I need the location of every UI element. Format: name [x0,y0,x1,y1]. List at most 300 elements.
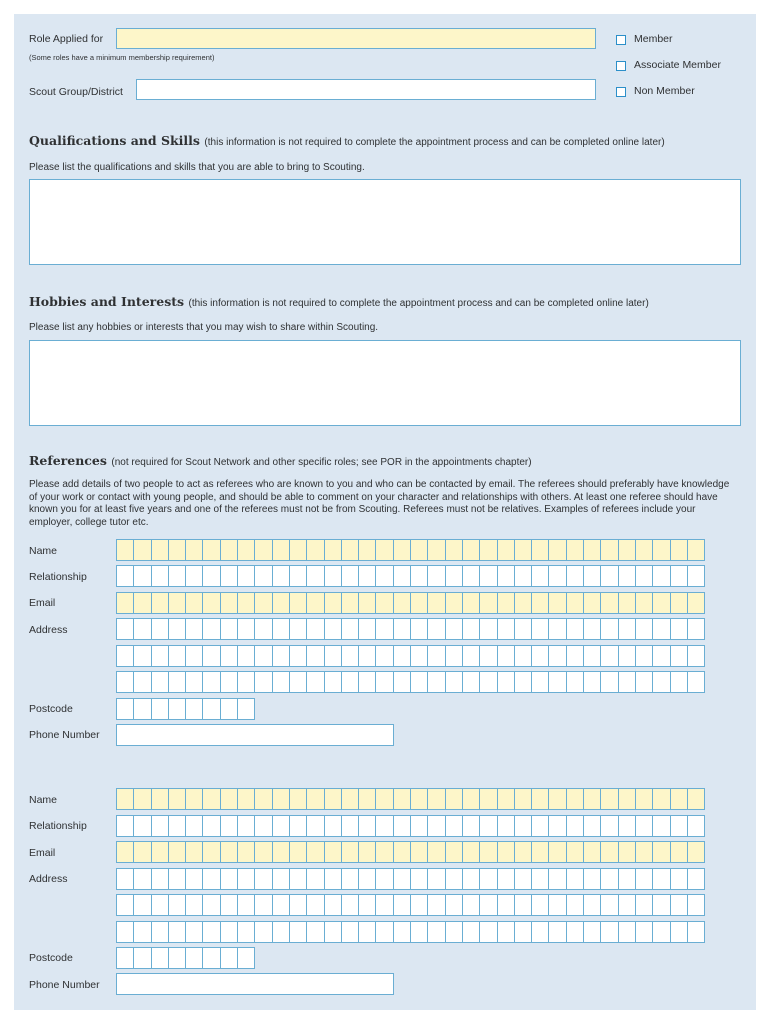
character-cell[interactable] [324,868,342,890]
character-cell[interactable] [237,592,255,614]
character-cell[interactable] [548,815,566,837]
character-cell[interactable] [445,841,463,863]
character-cell[interactable] [479,868,497,890]
character-cell[interactable] [151,592,169,614]
character-cell[interactable] [375,592,393,614]
character-cell[interactable] [583,618,601,640]
character-cell[interactable] [324,921,342,943]
character-cell[interactable] [479,539,497,561]
character-cell[interactable] [185,645,203,667]
character-cell[interactable] [445,645,463,667]
character-cell[interactable] [324,539,342,561]
character-cell[interactable] [548,868,566,890]
character-cell[interactable] [272,841,290,863]
character-cell[interactable] [445,894,463,916]
character-cell[interactable] [168,671,186,693]
character-cell[interactable] [151,921,169,943]
ref1-email-input[interactable] [116,592,704,614]
character-cell[interactable] [566,921,584,943]
character-cell[interactable] [393,921,411,943]
character-cell[interactable] [254,671,272,693]
character-cell[interactable] [427,841,445,863]
character-cell[interactable] [445,618,463,640]
character-cell[interactable] [220,592,238,614]
character-cell[interactable] [237,788,255,810]
character-cell[interactable] [237,841,255,863]
character-cell[interactable] [289,565,307,587]
character-cell[interactable] [358,788,376,810]
character-cell[interactable] [220,539,238,561]
character-cell[interactable] [375,868,393,890]
ref1-address-line2[interactable] [116,645,704,667]
character-cell[interactable] [479,592,497,614]
character-cell[interactable] [289,592,307,614]
character-cell[interactable] [220,698,238,720]
character-cell[interactable] [168,894,186,916]
character-cell[interactable] [133,894,151,916]
character-cell[interactable] [548,921,566,943]
character-cell[interactable] [168,618,186,640]
character-cell[interactable] [393,841,411,863]
character-cell[interactable] [168,592,186,614]
character-cell[interactable] [324,815,342,837]
character-cell[interactable] [618,565,636,587]
character-cell[interactable] [168,868,186,890]
character-cell[interactable] [358,618,376,640]
character-cell[interactable] [272,539,290,561]
character-cell[interactable] [220,788,238,810]
character-cell[interactable] [497,868,515,890]
ref2-address-line2[interactable] [116,894,704,916]
character-cell[interactable] [566,788,584,810]
character-cell[interactable] [289,671,307,693]
character-cell[interactable] [514,921,532,943]
character-cell[interactable] [341,565,359,587]
character-cell[interactable] [462,539,480,561]
character-cell[interactable] [427,565,445,587]
character-cell[interactable] [687,841,705,863]
character-cell[interactable] [116,868,134,890]
character-cell[interactable] [462,645,480,667]
character-cell[interactable] [133,539,151,561]
character-cell[interactable] [652,645,670,667]
character-cell[interactable] [531,894,549,916]
character-cell[interactable] [687,592,705,614]
character-cell[interactable] [497,618,515,640]
character-cell[interactable] [358,815,376,837]
character-cell[interactable] [462,565,480,587]
character-cell[interactable] [289,894,307,916]
ref2-postcode-input[interactable] [116,947,254,969]
character-cell[interactable] [427,645,445,667]
character-cell[interactable] [479,921,497,943]
ref1-relationship-input[interactable] [116,565,704,587]
character-cell[interactable] [531,868,549,890]
character-cell[interactable] [341,868,359,890]
character-cell[interactable] [600,592,618,614]
character-cell[interactable] [635,539,653,561]
character-cell[interactable] [618,841,636,863]
character-cell[interactable] [220,868,238,890]
character-cell[interactable] [237,565,255,587]
character-cell[interactable] [272,788,290,810]
ref2-address-line1[interactable] [116,868,704,890]
character-cell[interactable] [497,921,515,943]
character-cell[interactable] [358,565,376,587]
character-cell[interactable] [306,841,324,863]
character-cell[interactable] [583,841,601,863]
character-cell[interactable] [600,788,618,810]
character-cell[interactable] [185,618,203,640]
character-cell[interactable] [272,645,290,667]
character-cell[interactable] [341,618,359,640]
character-cell[interactable] [116,947,134,969]
character-cell[interactable] [289,618,307,640]
ref1-phone-input[interactable] [116,724,394,746]
character-cell[interactable] [202,815,220,837]
qualifications-textarea[interactable] [29,179,741,265]
character-cell[interactable] [116,815,134,837]
character-cell[interactable] [306,618,324,640]
character-cell[interactable] [375,645,393,667]
character-cell[interactable] [445,815,463,837]
character-cell[interactable] [652,618,670,640]
character-cell[interactable] [289,815,307,837]
character-cell[interactable] [151,645,169,667]
character-cell[interactable] [151,539,169,561]
ref1-name-input[interactable] [116,539,704,561]
character-cell[interactable] [237,921,255,943]
character-cell[interactable] [514,815,532,837]
character-cell[interactable] [324,592,342,614]
character-cell[interactable] [237,815,255,837]
character-cell[interactable] [600,645,618,667]
character-cell[interactable] [151,671,169,693]
character-cell[interactable] [324,894,342,916]
character-cell[interactable] [548,841,566,863]
character-cell[interactable] [548,565,566,587]
character-cell[interactable] [133,698,151,720]
character-cell[interactable] [635,592,653,614]
character-cell[interactable] [514,841,532,863]
character-cell[interactable] [462,921,480,943]
character-cell[interactable] [670,645,688,667]
character-cell[interactable] [202,618,220,640]
character-cell[interactable] [583,921,601,943]
non-member-checkbox[interactable] [616,87,626,97]
character-cell[interactable] [462,815,480,837]
character-cell[interactable] [410,815,428,837]
character-cell[interactable] [151,618,169,640]
member-checkbox[interactable] [616,35,626,45]
character-cell[interactable] [652,565,670,587]
character-cell[interactable] [652,841,670,863]
character-cell[interactable] [116,671,134,693]
character-cell[interactable] [687,894,705,916]
character-cell[interactable] [462,788,480,810]
character-cell[interactable] [289,645,307,667]
character-cell[interactable] [410,565,428,587]
character-cell[interactable] [306,592,324,614]
character-cell[interactable] [185,921,203,943]
character-cell[interactable] [358,539,376,561]
character-cell[interactable] [566,841,584,863]
character-cell[interactable] [670,671,688,693]
character-cell[interactable] [375,618,393,640]
character-cell[interactable] [427,868,445,890]
character-cell[interactable] [237,868,255,890]
character-cell[interactable] [324,618,342,640]
character-cell[interactable] [116,565,134,587]
character-cell[interactable] [445,788,463,810]
character-cell[interactable] [341,894,359,916]
character-cell[interactable] [254,565,272,587]
character-cell[interactable] [652,921,670,943]
character-cell[interactable] [151,815,169,837]
character-cell[interactable] [306,815,324,837]
character-cell[interactable] [514,894,532,916]
character-cell[interactable] [479,788,497,810]
character-cell[interactable] [393,539,411,561]
character-cell[interactable] [289,788,307,810]
character-cell[interactable] [583,894,601,916]
character-cell[interactable] [410,894,428,916]
character-cell[interactable] [202,698,220,720]
character-cell[interactable] [151,565,169,587]
character-cell[interactable] [237,894,255,916]
character-cell[interactable] [479,618,497,640]
character-cell[interactable] [618,868,636,890]
character-cell[interactable] [600,815,618,837]
character-cell[interactable] [341,645,359,667]
character-cell[interactable] [341,788,359,810]
character-cell[interactable] [618,618,636,640]
character-cell[interactable] [272,894,290,916]
character-cell[interactable] [185,894,203,916]
character-cell[interactable] [548,539,566,561]
character-cell[interactable] [185,698,203,720]
character-cell[interactable] [548,645,566,667]
character-cell[interactable] [324,565,342,587]
character-cell[interactable] [306,539,324,561]
character-cell[interactable] [462,868,480,890]
character-cell[interactable] [324,841,342,863]
character-cell[interactable] [635,645,653,667]
character-cell[interactable] [497,815,515,837]
character-cell[interactable] [514,592,532,614]
character-cell[interactable] [185,868,203,890]
character-cell[interactable] [272,592,290,614]
character-cell[interactable] [289,539,307,561]
character-cell[interactable] [375,815,393,837]
character-cell[interactable] [600,539,618,561]
character-cell[interactable] [289,921,307,943]
character-cell[interactable] [531,671,549,693]
character-cell[interactable] [168,645,186,667]
character-cell[interactable] [289,841,307,863]
character-cell[interactable] [220,841,238,863]
character-cell[interactable] [220,671,238,693]
character-cell[interactable] [220,894,238,916]
character-cell[interactable] [670,894,688,916]
character-cell[interactable] [635,815,653,837]
character-cell[interactable] [116,592,134,614]
character-cell[interactable] [324,788,342,810]
character-cell[interactable] [427,671,445,693]
character-cell[interactable] [427,592,445,614]
character-cell[interactable] [652,788,670,810]
character-cell[interactable] [254,868,272,890]
character-cell[interactable] [393,788,411,810]
character-cell[interactable] [497,841,515,863]
character-cell[interactable] [185,841,203,863]
character-cell[interactable] [583,815,601,837]
character-cell[interactable] [462,671,480,693]
character-cell[interactable] [306,645,324,667]
character-cell[interactable] [462,592,480,614]
character-cell[interactable] [393,645,411,667]
character-cell[interactable] [410,618,428,640]
character-cell[interactable] [427,921,445,943]
character-cell[interactable] [410,788,428,810]
character-cell[interactable] [566,894,584,916]
character-cell[interactable] [375,841,393,863]
character-cell[interactable] [410,868,428,890]
ref2-email-input[interactable] [116,841,704,863]
character-cell[interactable] [220,618,238,640]
character-cell[interactable] [341,671,359,693]
character-cell[interactable] [410,921,428,943]
character-cell[interactable] [687,539,705,561]
character-cell[interactable] [375,894,393,916]
character-cell[interactable] [497,788,515,810]
character-cell[interactable] [254,921,272,943]
character-cell[interactable] [393,592,411,614]
character-cell[interactable] [445,868,463,890]
character-cell[interactable] [479,565,497,587]
character-cell[interactable] [514,618,532,640]
character-cell[interactable] [133,921,151,943]
ref2-phone-input[interactable] [116,973,394,995]
character-cell[interactable] [116,645,134,667]
character-cell[interactable] [358,841,376,863]
character-cell[interactable] [168,841,186,863]
character-cell[interactable] [479,671,497,693]
character-cell[interactable] [566,539,584,561]
character-cell[interactable] [254,618,272,640]
character-cell[interactable] [341,921,359,943]
character-cell[interactable] [375,788,393,810]
hobbies-textarea[interactable] [29,340,741,426]
character-cell[interactable] [566,618,584,640]
character-cell[interactable] [151,841,169,863]
character-cell[interactable] [531,841,549,863]
character-cell[interactable] [583,592,601,614]
character-cell[interactable] [652,894,670,916]
character-cell[interactable] [531,645,549,667]
character-cell[interactable] [254,592,272,614]
character-cell[interactable] [583,868,601,890]
character-cell[interactable] [202,921,220,943]
character-cell[interactable] [393,894,411,916]
character-cell[interactable] [427,618,445,640]
character-cell[interactable] [185,815,203,837]
character-cell[interactable] [479,894,497,916]
character-cell[interactable] [687,868,705,890]
character-cell[interactable] [151,894,169,916]
character-cell[interactable] [652,592,670,614]
character-cell[interactable] [272,815,290,837]
character-cell[interactable] [687,645,705,667]
character-cell[interactable] [393,815,411,837]
character-cell[interactable] [514,539,532,561]
character-cell[interactable] [202,539,220,561]
ref2-relationship-input[interactable] [116,815,704,837]
character-cell[interactable] [670,618,688,640]
character-cell[interactable] [566,815,584,837]
character-cell[interactable] [116,618,134,640]
character-cell[interactable] [254,841,272,863]
character-cell[interactable] [497,671,515,693]
character-cell[interactable] [687,788,705,810]
character-cell[interactable] [237,618,255,640]
character-cell[interactable] [618,815,636,837]
character-cell[interactable] [618,921,636,943]
character-cell[interactable] [168,565,186,587]
character-cell[interactable] [341,841,359,863]
character-cell[interactable] [306,894,324,916]
character-cell[interactable] [410,539,428,561]
character-cell[interactable] [462,618,480,640]
character-cell[interactable] [375,921,393,943]
character-cell[interactable] [566,565,584,587]
character-cell[interactable] [133,671,151,693]
character-cell[interactable] [566,592,584,614]
character-cell[interactable] [358,921,376,943]
character-cell[interactable] [479,815,497,837]
character-cell[interactable] [306,788,324,810]
character-cell[interactable] [531,815,549,837]
character-cell[interactable] [306,868,324,890]
character-cell[interactable] [635,841,653,863]
character-cell[interactable] [272,565,290,587]
character-cell[interactable] [393,565,411,587]
character-cell[interactable] [497,539,515,561]
role-applied-input[interactable] [116,28,596,49]
character-cell[interactable] [514,565,532,587]
character-cell[interactable] [652,868,670,890]
character-cell[interactable] [341,592,359,614]
character-cell[interactable] [600,841,618,863]
character-cell[interactable] [237,539,255,561]
character-cell[interactable] [237,671,255,693]
character-cell[interactable] [548,671,566,693]
character-cell[interactable] [670,815,688,837]
character-cell[interactable] [116,788,134,810]
character-cell[interactable] [289,868,307,890]
character-cell[interactable] [133,815,151,837]
character-cell[interactable] [670,539,688,561]
character-cell[interactable] [272,921,290,943]
ref1-postcode-input[interactable] [116,698,254,720]
character-cell[interactable] [133,592,151,614]
character-cell[interactable] [237,947,255,969]
character-cell[interactable] [427,539,445,561]
character-cell[interactable] [393,671,411,693]
character-cell[interactable] [133,565,151,587]
character-cell[interactable] [427,788,445,810]
character-cell[interactable] [272,671,290,693]
